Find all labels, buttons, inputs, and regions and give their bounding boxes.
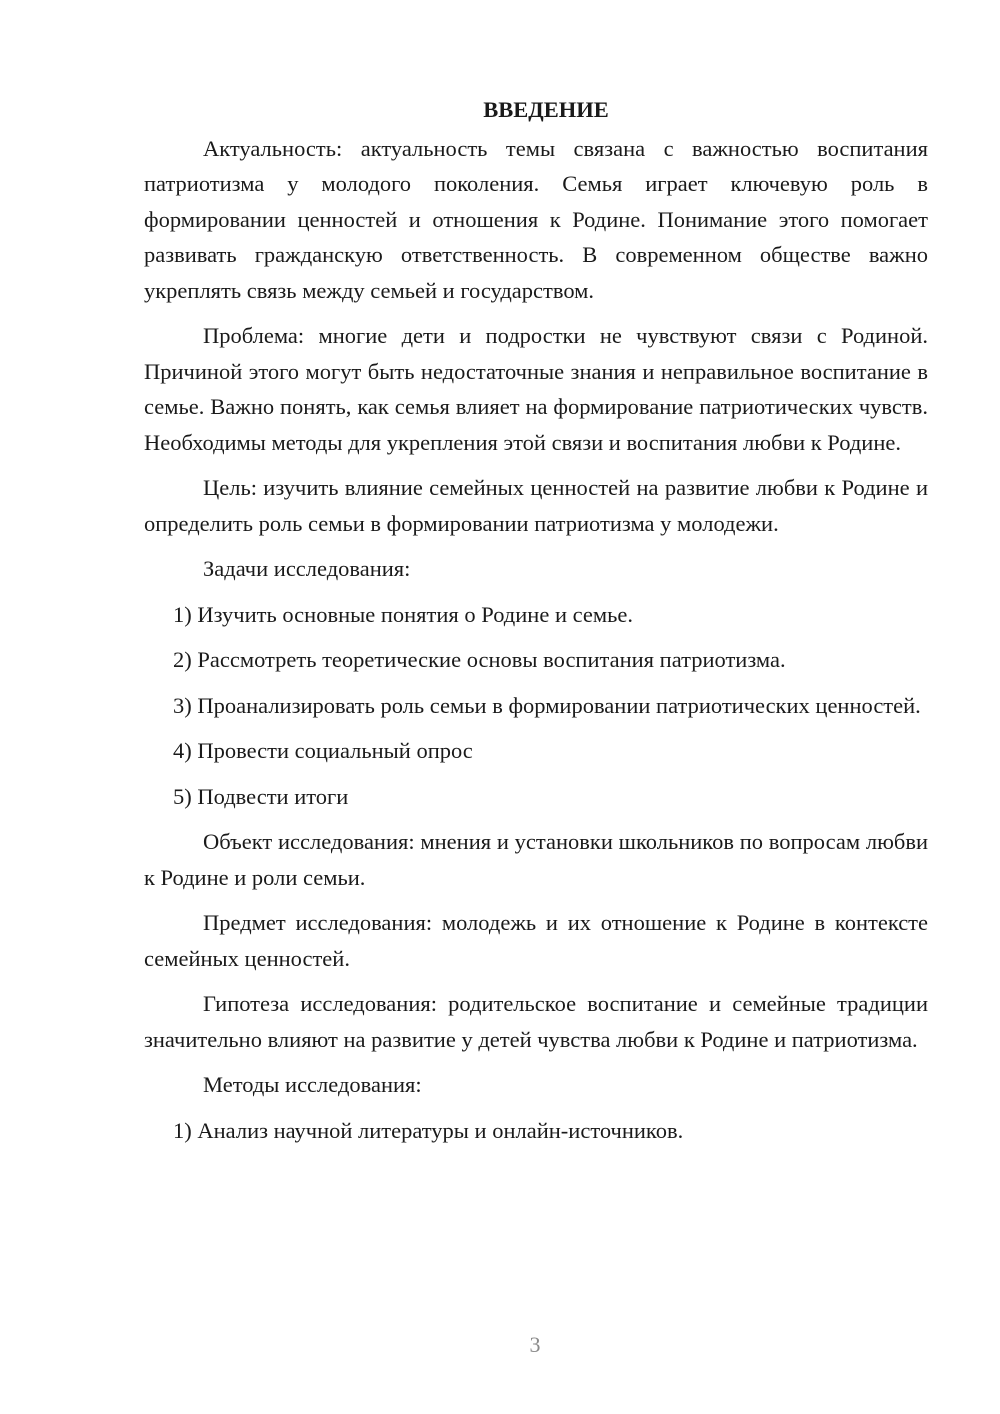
task-item-5: 5) Подвести итоги bbox=[173, 783, 349, 809]
hypothesis-paragraph: Гипотеза исследования: родительское воспитание и семейные традиции значительно влияют на развитие у детей чувства любви к Родине и патриотизма. bbox=[144, 991, 928, 1052]
page-number: 3 bbox=[529, 1332, 541, 1357]
section-title: ВВЕДЕНИЕ bbox=[483, 97, 609, 122]
task-item-1: 1) Изучить основные понятия о Родине и семье. bbox=[173, 601, 633, 627]
goal-paragraph: Цель: изучить влияние семейных ценностей на развитие любви к Родине и определить роль семьи в формировании патриотизма у молодежи. bbox=[144, 475, 928, 536]
problem-paragraph: Проблема: многие дети и подростки не чувствуют связи с Родиной. Причиной этого могут быть недостаточные знания и неправильное воспитание в семье. Важно понять, как семья влияет на формирование патриотических чувств. Необходимы методы для укрепления этой связи и воспитания любви к Родине. bbox=[144, 323, 928, 455]
method-item-1: 1) Анализ научной литературы и онлайн-источников. bbox=[173, 1117, 684, 1143]
relevance-paragraph: Актуальность: актуальность темы связана с важностью воспитания патриотизма у молодого поколения. Семья играет ключевую роль в формировании ценностей и отношения к Родине. Понимание этого помогает развивать гражданскую ответственность. В современном обществе важно укреплять связь между семьей и государством. bbox=[144, 135, 928, 303]
methods-heading: Методы исследования: bbox=[203, 1072, 422, 1097]
task-item-2: 2) Рассмотреть теоретические основы воспитания патриотизма. bbox=[173, 647, 786, 672]
task-item-4: 4) Провести социальный опрос bbox=[173, 738, 473, 763]
object-paragraph: Объект исследования: мнения и установки школьников по вопросам любви к Родине и роли семьи. bbox=[144, 829, 928, 890]
document-page bbox=[144, 92, 928, 1158]
tasks-heading: Задачи исследования: bbox=[203, 556, 411, 581]
subject-paragraph: Предмет исследования: молодежь и их отношение к Родине в контексте семейных ценностей. bbox=[144, 910, 928, 971]
task-item-3: 3) Проанализировать роль семьи в формировании патриотических ценностей. bbox=[173, 692, 921, 718]
